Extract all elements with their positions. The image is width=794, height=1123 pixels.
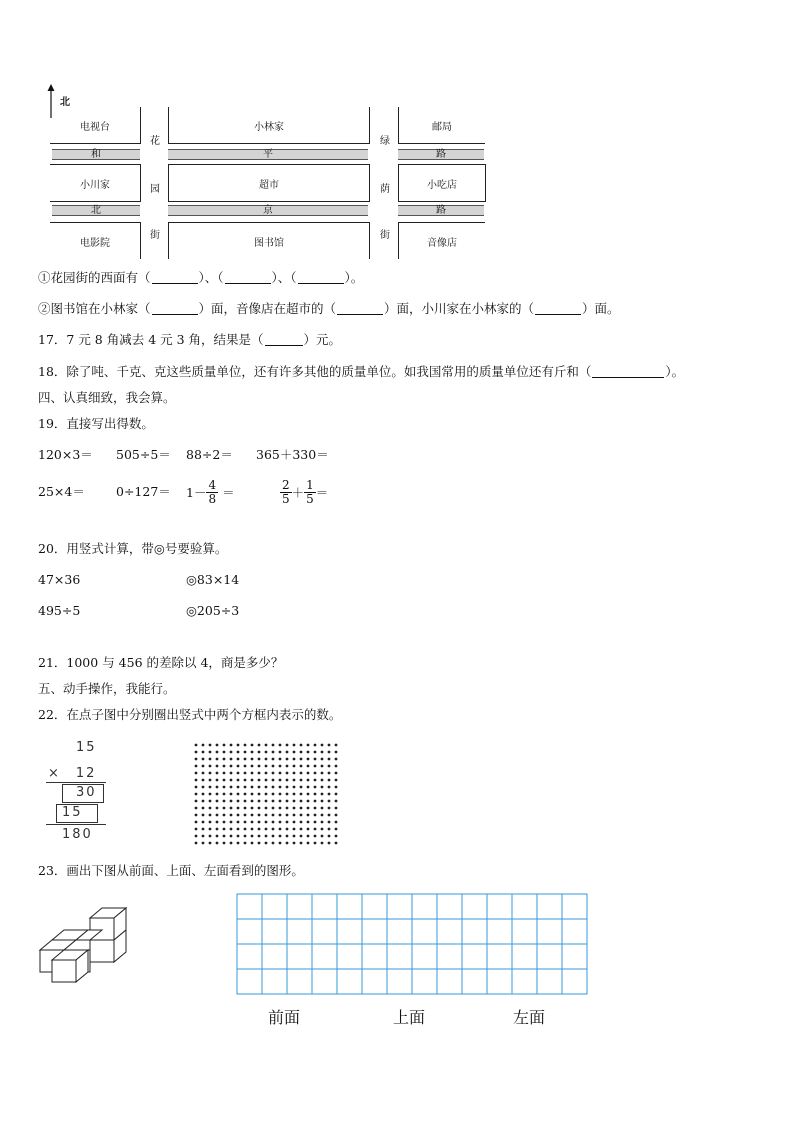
block-xiaolin-home: 小林家 — [168, 107, 370, 144]
q16-sub2: ②图书馆在小林家（ ）面，音像店在超市的（ ）面，小川家在小林家的（ ）面。 — [38, 301, 620, 316]
q19-title: 19．直接写出得数。 — [38, 416, 154, 431]
q20-title: 20．用竖式计算，带◎号要验算。 — [38, 541, 228, 556]
q21: 21．1000 与 456 的差除以 4，商是多少？ — [38, 655, 284, 670]
street-lvyin-2: 荫 — [380, 184, 390, 195]
view-label-front: 前面 — [268, 1008, 301, 1027]
section-4-title: 四、认真细致，我会算。 — [38, 390, 176, 405]
q19-item: 25×4＝ — [38, 484, 85, 499]
road-heping-1: 和 — [52, 149, 140, 160]
answer-blank — [298, 271, 344, 284]
q17: 17．7 元 8 角减去 4 元 3 角，结果是（ ）元。 — [38, 332, 342, 347]
q23-title: 23．画出下图从前面、上面、左面看到的图形。 — [38, 863, 304, 878]
block-snack-shop: 小吃店 — [398, 164, 486, 202]
q19-item: 365＋330＝ — [256, 447, 329, 462]
road-heping-2: 平 — [168, 149, 368, 160]
block-cinema: 电影院 — [50, 222, 141, 259]
road-beijing-2: 京 — [168, 205, 368, 216]
north-label: 北 — [60, 97, 70, 108]
q20-item: ◎205÷3 — [186, 603, 240, 618]
q18: 18．除了吨、千克、克这些质量单位，还有许多其他的质量单位。如我国常用的质量单位还有斤和（ ）。 — [38, 364, 685, 379]
q19-item: 505÷5＝ — [116, 447, 171, 462]
block-music-store: 音像店 — [398, 222, 485, 259]
q19-fraction-item: $\frac{2}{5}$ ＋ $\frac{1}{5}$ ＝ — [282, 477, 329, 506]
q16-sub1: ①花园街的西面有（ ）、（ ）、（ ）。 — [38, 270, 364, 285]
block-supermarket: 超市 — [168, 164, 370, 202]
answer-blank — [535, 302, 581, 315]
block-tv-station: 电视台 — [50, 107, 141, 144]
block-library: 图书馆 — [168, 222, 370, 259]
street-lvyin-3: 街 — [380, 230, 390, 241]
view-label-top: 上面 — [393, 1008, 426, 1027]
q19-item: 0÷127＝ — [116, 484, 171, 499]
answer-blank — [592, 365, 664, 378]
view-label-left: 左面 — [513, 1008, 546, 1027]
answer-blank — [152, 271, 198, 284]
road-beijing-3: 路 — [398, 205, 484, 216]
section-5-title: 五、动手操作，我能行。 — [38, 681, 176, 696]
road-heping-3: 路 — [398, 149, 484, 160]
vertical-multiplication: 15 × 12 30 15 180 — [42, 740, 112, 846]
q19-item: 88÷2＝ — [186, 447, 233, 462]
answer-blank — [337, 302, 383, 315]
answer-blank — [265, 333, 303, 346]
street-huayuan-3: 街 — [150, 230, 160, 241]
dot-grid[interactable] — [192, 741, 342, 847]
block-post-office: 邮局 — [398, 107, 485, 144]
street-huayuan-1: 花 — [150, 136, 160, 147]
street-huayuan-2: 园 — [150, 184, 160, 195]
block-xiaochuan-home: 小川家 — [50, 164, 141, 202]
cube-stack-figure — [36, 906, 132, 986]
answer-grid[interactable] — [236, 893, 590, 997]
q20-item: 47×36 — [38, 572, 81, 587]
q20-item: 495÷5 — [38, 603, 81, 618]
answer-blank — [225, 271, 271, 284]
road-beijing-1: 北 — [52, 205, 140, 216]
q19-item: 120×3＝ — [38, 447, 93, 462]
answer-blank — [152, 302, 198, 315]
q19-fraction-item: 1－ $\frac{4}{8}$ ＝ — [186, 477, 235, 506]
q20-item: ◎83×14 — [186, 572, 240, 587]
street-lvyin-1: 绿 — [380, 136, 390, 147]
q22-title: 22．在点子图中分别圈出竖式中两个方框内表示的数。 — [38, 707, 342, 722]
